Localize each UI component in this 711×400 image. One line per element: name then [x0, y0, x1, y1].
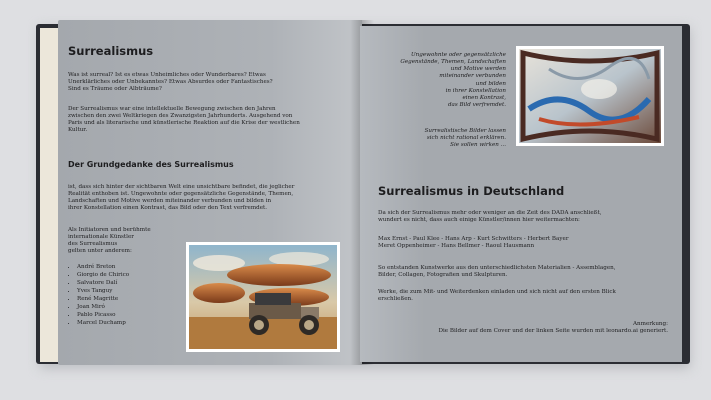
intro-line: Unerklärliches oder Unbekanntes? Etwas Absurdes oder Fantastisches?: [68, 79, 273, 86]
list-item: • Salvatore Dalí: [77, 280, 129, 288]
intro-line: Sind es Träume oder Albträume?: [68, 86, 162, 93]
vintage-car-image: [189, 245, 337, 349]
section-subtitle: Der Grundgedanke des Surrealismus: [68, 160, 234, 169]
paragraph-line: Als Initiatoren und berühmte: [68, 227, 151, 233]
abstract-image: [519, 49, 661, 143]
paragraph-line: internationale Künstler: [68, 234, 134, 241]
italic-quote: [372, 52, 506, 109]
german-artists: [378, 236, 569, 250]
list-item: • Yves Tanguy: [77, 288, 129, 296]
left-page-title: Surrealismus: [68, 44, 154, 58]
quote-line: in ihrer Konstellation: [445, 87, 506, 94]
quote-line: das Bild verfremdet.: [447, 102, 506, 109]
intro-paragraph: [68, 106, 300, 135]
paragraph-line: ihrer Konstellation einen Kontrast, das Bild oder den Text verfremdet.: [68, 205, 268, 212]
illustration-abstract: [516, 46, 664, 146]
artists-list: [68, 264, 129, 328]
list-item: • Giorgio de Chirico: [77, 272, 129, 280]
intro-questions: [68, 72, 273, 93]
footnote: [378, 321, 668, 335]
materials-paragraph: [378, 265, 616, 279]
works-paragraph: [378, 289, 616, 303]
paragraph-line: Paris und als literarische und künstlerische Reaktion auf die Krise der westlichen: [68, 120, 300, 127]
list-item: • Pablo Picasso: [77, 312, 129, 320]
paragraph-line: Landschaften und Motive werden miteinander verbunden und bilden in: [68, 198, 272, 205]
paragraph-line: Max Ernst - Paul Klee - Hans Arp - Kurt Schwitters - Herbert Bayer: [378, 236, 569, 242]
right-page-title: Surrealismus in Deutschland: [378, 184, 565, 198]
paragraph-line: Meret Oppenheimer - Hans Bellmer - Raoul Hausmann: [378, 243, 535, 250]
list-item: • Marcel Duchamp: [77, 320, 129, 328]
list-item: • André Breton: [77, 264, 129, 272]
quote-line: Ungewohnte oder gegensätzliche: [410, 52, 506, 58]
paragraph-line: So entstanden Kunstwerke aus den unterschiedlichsten Materialien - Assemblagen,: [378, 265, 616, 271]
quote-line: Gegenstände, Themen, Landschaften: [400, 59, 506, 66]
quote-line: miteinander verbunden: [439, 73, 506, 80]
illustration-vintage-car: [186, 242, 340, 352]
paragraph-line: Der Surrealismus war eine intellektuelle Bewegung zwischen den Jahren: [68, 106, 276, 112]
paragraph-line: wundert es nicht, dass auch einige Künstler/innen hier weitermachten:: [378, 217, 580, 224]
footnote-text: Die Bilder auf dem Cover und der linken Seite wurden mit leonardo.ai generiert.: [438, 328, 668, 335]
quote-line: Sie sollen wirken ...: [450, 142, 506, 149]
paragraph-line: Da sich der Surrealismus mehr oder weniger an die Zeit des DADA anschließt,: [378, 210, 602, 216]
paragraph-line: ist, dass sich hinter der sichtbaren Welt eine unsichtbare befindet, die jeglicher: [68, 184, 295, 190]
paragraph-line: Kultur.: [68, 127, 88, 134]
paragraph-line: zwischen den zwei Weltkriegen des Zwanzigsten Jahrhunderts. Ausgehend von: [68, 113, 293, 120]
quote-line: einen Kontrast,: [462, 94, 506, 101]
paragraph-line: Bilder, Collagen, Fotografien und Skulpturen.: [378, 272, 508, 279]
quote-line: und bilden: [475, 80, 506, 87]
paragraph-line: gelten unter anderem:: [68, 248, 132, 255]
footnote-label: Anmerkung:: [633, 321, 668, 327]
concept-paragraph: [68, 184, 294, 213]
quote-line: Surrealistische Bilder lassen: [424, 128, 506, 134]
intro-line: Was ist surreal? Ist es etwas Unheimliches oder Wunderbares? Etwas: [68, 72, 266, 78]
dada-paragraph: [378, 210, 602, 224]
paragraph-line: erschließen.: [378, 296, 413, 303]
list-item: • René Magritte: [77, 296, 129, 304]
paragraph-line: Realität enthoben ist. Ungewohnte oder gegensätzliche Gegenstände, Themen,: [68, 191, 294, 198]
paragraph-line: des Surrealismus: [68, 241, 118, 248]
artists-intro: [68, 227, 151, 256]
quote-line: sich nicht rational erklären.: [426, 135, 506, 142]
quote-line: und Motive werden: [450, 66, 506, 73]
paragraph-line: Werke, die zum Mit- und Weiterdenken einladen und sich nicht auf den ersten Blick: [378, 289, 616, 295]
list-item: • Joan Miró: [77, 304, 129, 312]
italic-quote-2: [372, 128, 506, 149]
